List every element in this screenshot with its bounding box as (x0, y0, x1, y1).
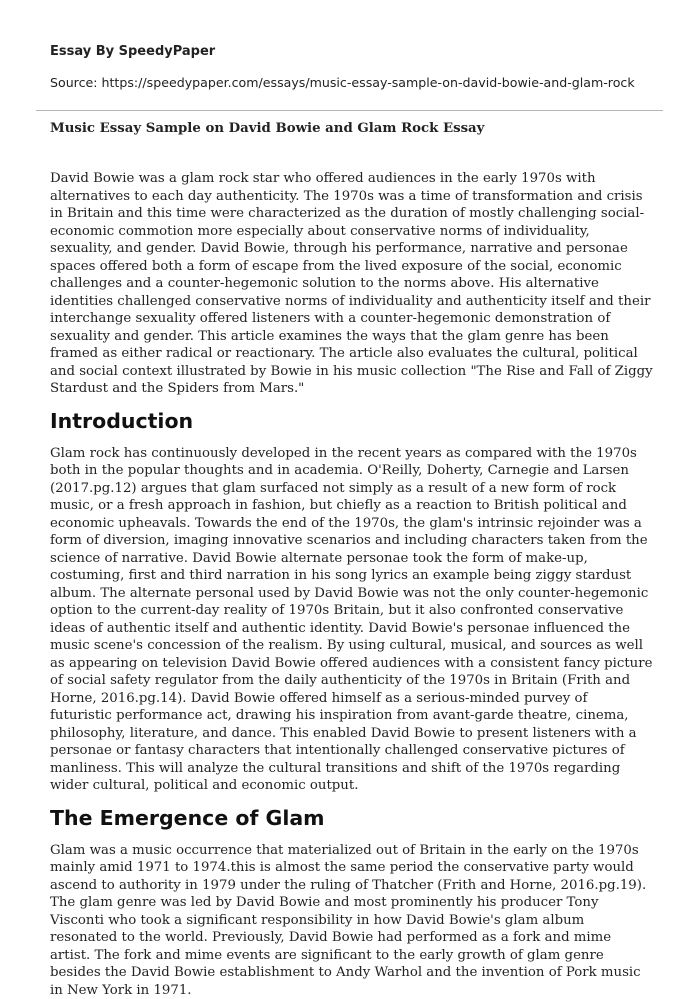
header-divider (36, 110, 663, 111)
section-heading-introduction: Introduction (50, 408, 653, 434)
section-paragraph-introduction: Glam rock has continuously developed in the recent years as compared with the 1970s both in the popular thoughts and in academia. O'Reilly, Doherty, Carnegie and Larsen (2017.pg.12) argues that glam surfaced not simply as a result of a new form of rock music, or a fresh approach in fashion, but chiefly as a reaction to British political and economic upheavals. Towards the end of the 1970s, the glam's intrinsic rejoinder was a form of diversion, imaging innovative scenarios and including characters taken from the science of narrative. David Bowie alternate personae took the form of make-up, costuming, first and third narration in his song lyrics an example being ziggy stardust album. The alternate personal used by David Bowie was not the only counter-hegemonic option to the current-day reality of 1970s Britain, but it also confronted conservative ideas of authentic itself and authentic identity. David Bowie's personae influenced the music scene's concession of the realism. By using cultural, musical, and sources as well as appearing on television David Bowie offered audiences with a consistent fancy picture of social safety regulator from the daily authenticity of the 1970s in Britain (Frith and Horne, 2016.pg.14). David Bowie offered himself as a serious-minded purvey of futuristic performance act, drawing his inspiration from avant-garde theatre, cinema, philosophy, literature, and dance. This enabled David Bowie to present listeners with a personae or fantasy characters that intentionally challenged conservative pictures of manliness. This will analyze the cultural transitions and shift of the 1970s regarding wider cultural, political and economic output. (50, 445, 653, 795)
document-title: Music Essay Sample on David Bowie and Glam Rock Essay (50, 120, 484, 138)
intro-paragraph: David Bowie was a glam rock star who offered audiences in the early 1970s with alternatives to each day authenticity. The 1970s was a time of transformation and crisis in Britain and this time were characterized as the duration of mostly challenging social-economic commotion more especially about conservative norms of individuality, sexuality, and gender. David Bowie, through his performance, narrative and personae spaces offered both a form of escape from the lived exposure of the social, economic challenges and a counter-hegemonic solution to the norms above. His alternative identities challenged conservative norms of individuality and authenticity itself and their interchange sexuality offered listeners with a counter-hegemonic demonstration of sexuality and gender. This article examines the ways that the glam genre has been framed as either radical or reactionary. The article also evaluates the cultural, political and social context illustrated by Bowie in his music collection "The Rise and Fall of Ziggy Stardust and the Spiders from Mars." (50, 170, 653, 398)
source-link[interactable]: Source: https://speedypaper.com/essays/music-essay-sample-on-david-bowie-and-glam-rock (50, 74, 665, 92)
brand-header: Essay By SpeedyPaper (50, 43, 215, 61)
section-paragraph-emergence-of-glam: Glam was a music occurrence that materialized out of Britain in the early on the 1970s mainly amid 1971 to 1974.this is almost the same period the conservative party would ascend to authority in 1979 under the ruling of Thatcher (Frith and Horne, 2016.pg.19). The glam genre was led by David Bowie and most prominently his producer Tony Visconti who took a significant responsibility in how David Bowie's glam album resonated to the world. Previously, David Bowie had performed as a fork and mime artist. The fork and mime events are significant to the early growth of glam genre besides the David Bowie establishment to Andy Warhol and the invention of Pork music in New York in 1971. (50, 842, 653, 999)
section-heading-emergence-of-glam: The Emergence of Glam (50, 805, 653, 831)
document-body (50, 170, 653, 999)
